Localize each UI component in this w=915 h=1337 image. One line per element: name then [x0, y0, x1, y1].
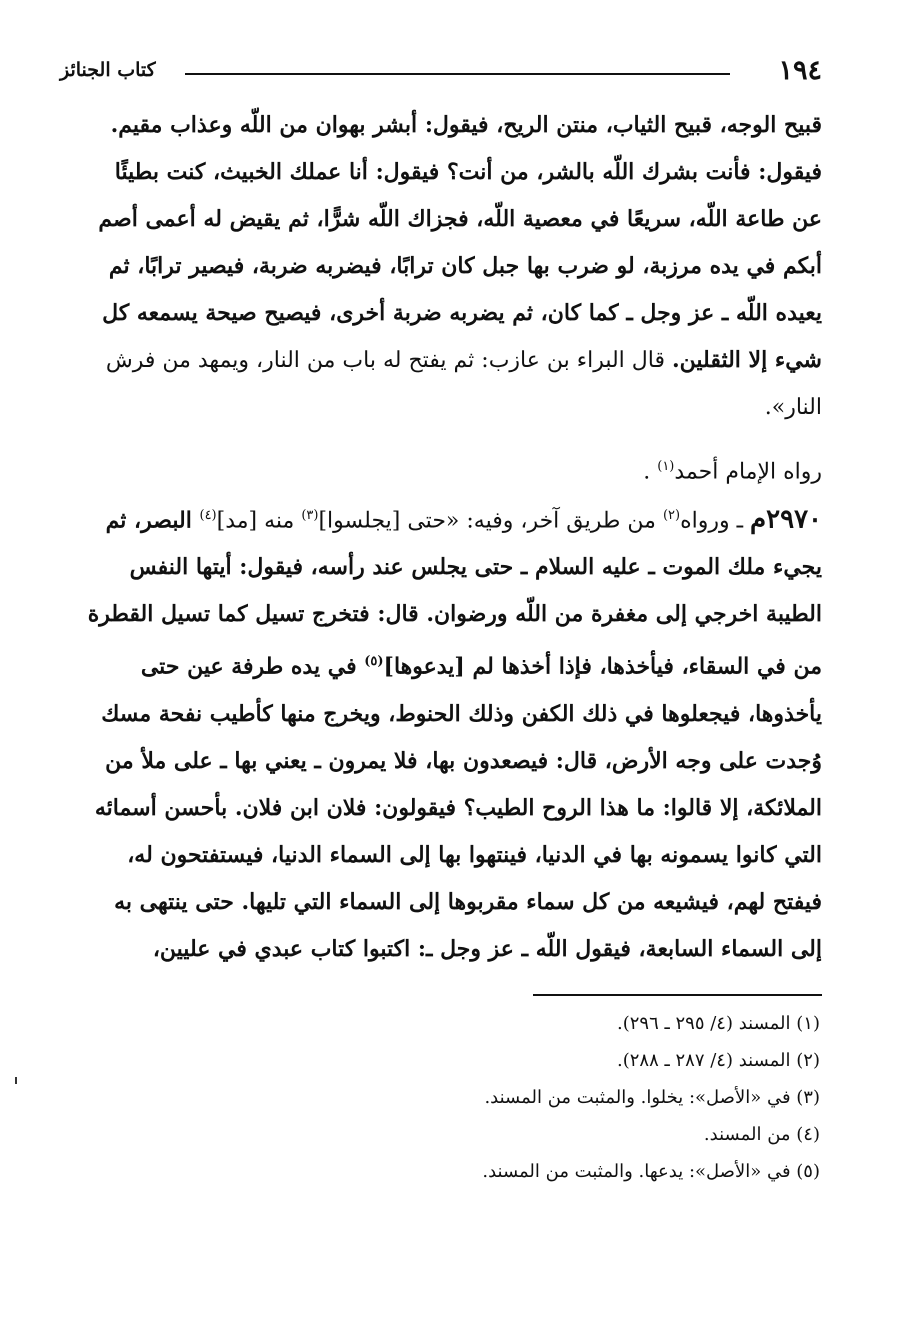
- header-rule: [185, 73, 730, 75]
- narration-text: رواه الإمام أحمد: [674, 459, 822, 485]
- page-header: [60, 55, 822, 95]
- book-title: كتاب الجنائز: [60, 59, 156, 81]
- narration-line: [80, 443, 822, 495]
- footnote-item: (٥) في «الأصل»: يدعها. والمثبت من المسند.: [482, 1161, 820, 1182]
- para2-segment-4: البصر، ثم يجيء ملك الموت ـ عليه السلام ـ حتى يجلس عند رأسه، فيقول: أيتها النفس الطيبة اخرجي إلى مغفرة من اللّه ورضوان. قال: فتخرج تسيل كما تسيل القطرة من في السقاء، فيأخذها، فإذا أخذها لم [يدعوها]: [87, 507, 822, 680]
- para2-segment-2: من طريق آخر، وفيه: «حتى [يجلسوا]: [318, 508, 663, 534]
- paragraph-hadith-2970m: [80, 492, 822, 973]
- footnote-ref-5[interactable]: (٥): [364, 654, 384, 670]
- page-number: ١٩٤: [778, 55, 822, 86]
- scan-mark: [15, 1077, 17, 1084]
- paragraph-plain-text: قال البراء بن عازب: ثم يفتح له باب من النار، ويمهد من فرش النار».: [105, 348, 822, 420]
- paragraph-hadith-continuation: [80, 102, 822, 431]
- footnote-item: (٢) المسند (٤/ ٢٨٧ ـ ٢٨٨).: [617, 1050, 820, 1071]
- footnote-ref-1[interactable]: (١): [657, 459, 675, 474]
- footnote-ref-2[interactable]: (٢): [662, 508, 681, 523]
- footnote-item: (٣) في «الأصل»: يخلوا. والمثبت من المسند.: [484, 1087, 820, 1108]
- para2-segment-5: في يده طرفة عين حتى يأخذوها، فيجعلوها في ذلك الكفن وذلك الحنوط، ويخرج منها كأطيب نفحة مسك وُجدت على وجه الأرض، قال: فيصعدون بها، فلا يمرون ـ يعني بها ـ على ملأ من الملائكة، إلا قالوا: ما هذا الروح الطيب؟ فيقولون: فلان ابن فلان. بأحسن أسمائه التي كانوا يسمونه بها في الدنيا، فينتهوا بها إلى السماء الدنيا، فيستفتحون له، فيفتح لهم، فيشيعه من كل سماء مقربوها إلى السماء التي تليها. حتى ينتهى به إلى السماء السابعة، فيقول اللّه ـ عز وجل ـ: اكتبوا كتاب عبدي في عليين،: [94, 653, 822, 962]
- footnote-item: (٤) من المسند.: [703, 1124, 820, 1145]
- footnote-item: (١) المسند (٤/ ٢٩٥ ـ ٢٩٦).: [617, 1013, 820, 1034]
- footnote-divider: [533, 994, 822, 996]
- footnotes-list: [300, 1005, 820, 1190]
- footnote-ref-4[interactable]: (٤): [199, 508, 217, 523]
- hadith-number: ٢٩٧٠م: [750, 504, 822, 535]
- para2-segment-1: ـ ورواه: [680, 508, 751, 534]
- narration-end: .: [643, 459, 658, 485]
- paragraph-bold-text: قبيح الوجه، قبيح الثياب، منتن الريح، فيقول: أبشر بهوان من اللّه وعذاب مقيم. فيقول: فأنت بشرك اللّه بالشر، من أنت؟ فيقول: أنا عملك الخبيث، كنت بطيئًا عن طاعة اللّه، سريعًا في معصية اللّه، فجزاك اللّه شرًّا، ثم يقيض له أعمى أصم أبكم في يده مرزبة، لو ضرب بها جبل كان ترابًا، فيضربه ضربة، فيصير ترابًا، ثم يعيده اللّه ـ عز وجل ـ كما كان، ثم يضربه ضربة أخرى، فيصيح صيحة يسمعه كل شيء إلا الثقلين.: [98, 112, 822, 373]
- para2-segment-3: منه [مد]: [216, 508, 302, 534]
- footnote-ref-3[interactable]: (٣): [301, 508, 319, 523]
